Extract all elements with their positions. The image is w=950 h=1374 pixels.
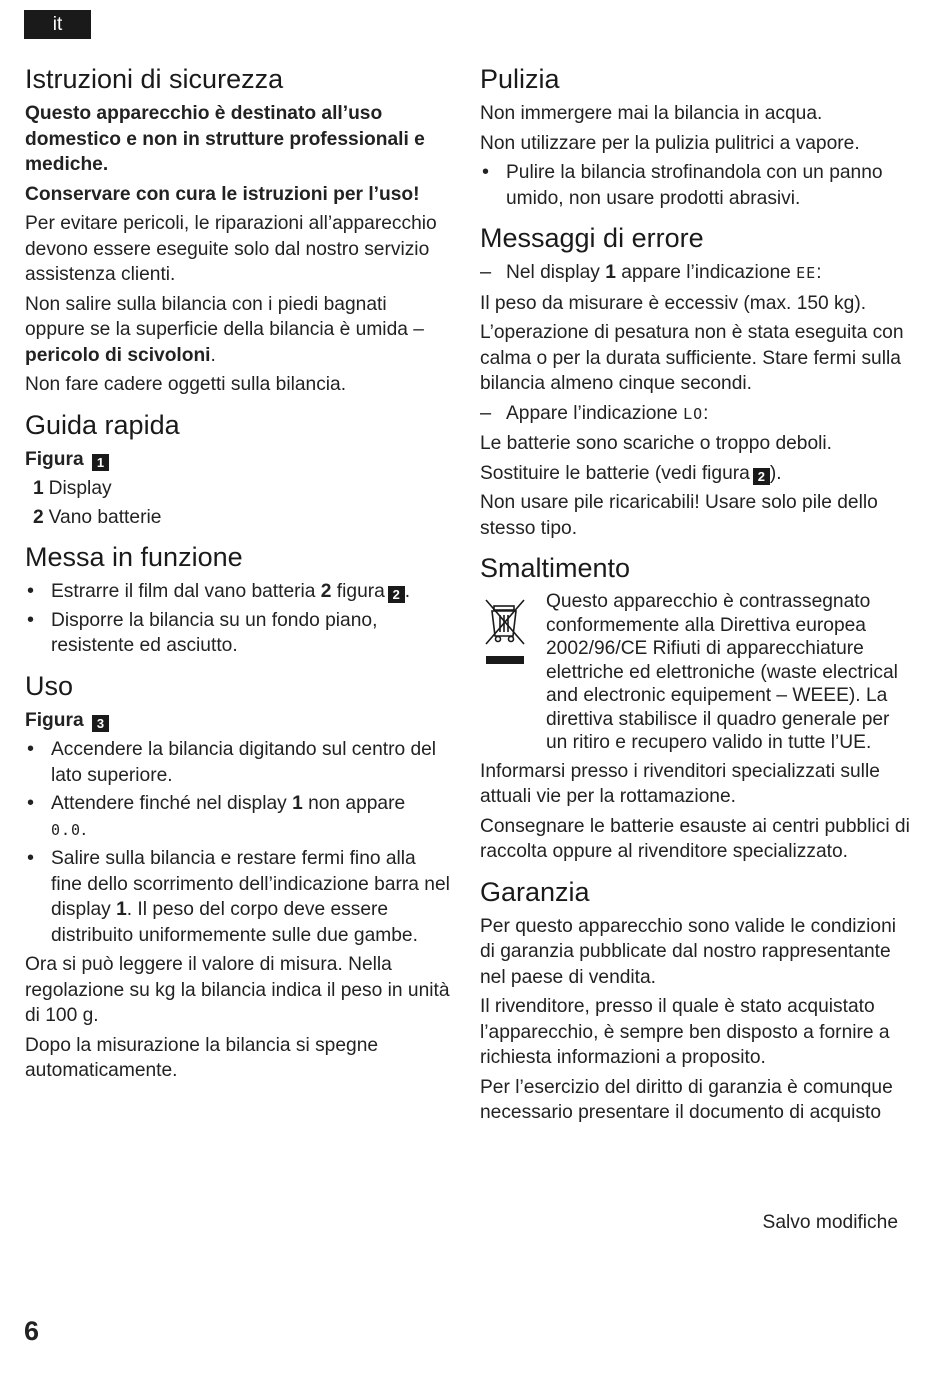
section-smaltimento	[480, 553, 912, 865]
errori-d2-text: Appare l’indicazione	[506, 402, 684, 424]
figure-number-badge: 3	[92, 715, 109, 732]
errori-d2-end: :	[703, 402, 709, 424]
footer-note: Salvo modifiche	[762, 1212, 898, 1233]
sicurezza-para-2	[25, 292, 450, 369]
garanzia-para-2: Il rivenditore, presso il quale è stato acquistato l’apparecchio, è sempre ben disposto a fornire a richiesta informazioni a proposito.	[480, 996, 890, 1069]
section-sicurezza	[25, 64, 450, 398]
list-item	[480, 260, 912, 287]
errori-d1-text2: appare l’indicazione	[615, 262, 797, 284]
heading-pulizia: Pulizia	[480, 64, 560, 94]
list-item: • Pulire la bilancia strofinandola con un panno umido, non usare prodotti abrasivi.	[480, 160, 912, 211]
language-tab: it	[24, 10, 91, 39]
uso-b3-text: Salire sulla bilancia e restare fermi fino alla fine dello scorrimento dell’indicazione barra nel display	[51, 848, 450, 921]
sicurezza-para-2-text: Non salire sulla bilancia con i piedi bagnati oppure se la superficie della bilancia è umida –	[25, 293, 424, 341]
errori-para-1: Il peso da misurare è eccessiv (max. 150 kg).	[480, 292, 867, 314]
item-number: 2	[33, 506, 44, 528]
guida-figure-label: Figura	[25, 448, 84, 470]
errori-d1-num: 1	[605, 262, 616, 284]
sicurezza-para-2-warning: pericolo di scivoloni	[25, 344, 211, 366]
list-item: • Accendere la bilancia digitando sul centro del lato superiore.	[25, 737, 450, 788]
weee-block	[480, 590, 912, 755]
heading-sicurezza: Istruzioni di sicurezza	[25, 64, 284, 94]
lcd-reading: 0.0	[51, 820, 82, 839]
uso-b2-text2: non appare	[302, 793, 406, 815]
uso-b2-num: 1	[292, 793, 303, 815]
item-number: 1	[33, 478, 44, 500]
section-messa	[25, 542, 450, 659]
figure-number-badge: 2	[753, 468, 770, 485]
pulizia-para-1: Non immergere mai la bilancia in acqua.	[480, 103, 823, 125]
pulizia-list	[480, 160, 912, 211]
heading-uso: Uso	[25, 670, 74, 701]
uso-figure-ref	[25, 708, 450, 734]
messa-b1-fig-text: figura	[331, 581, 385, 603]
errori-para-2: L’operazione di pesatura non è stata eseguita con calma o per la durata sufficiente. Stare fermi sulla bilancia almeno cinque secondi.	[480, 322, 904, 395]
guida-list	[25, 476, 450, 530]
sicurezza-para-3: Non fare cadere oggetti sulla bilancia.	[25, 374, 347, 396]
list-item	[480, 401, 912, 428]
errori-dash-2	[480, 401, 912, 428]
uso-para-1: Ora si può leggere il valore di misura. Nella regolazione su kg la bilancia indica il peso in unità di 100 g.	[25, 954, 450, 1027]
left-column	[25, 64, 450, 1096]
errori-para-4	[480, 461, 912, 487]
uso-b3-end: . Il peso del corpo deve essere distribuito uniformemente sulle due gambe.	[51, 899, 418, 946]
errori-d1-end: :	[816, 262, 822, 284]
list-item	[25, 846, 450, 948]
errori-dash-1	[480, 260, 912, 287]
lcd-reading: LO	[683, 404, 704, 423]
uso-b2-text: Attendere finché nel display	[51, 793, 293, 815]
messa-list	[25, 579, 450, 659]
guida-figure-ref	[25, 447, 450, 473]
list-item	[25, 505, 450, 531]
errori-p4-text: Sostituire le batterie (vedi figura	[480, 462, 750, 484]
garanzia-para-1: Per questo apparecchio sono valide le condizioni di garanzia pubblicate dal nostro rappresentante nel paese di vendita.	[480, 915, 896, 988]
list-item	[25, 476, 450, 502]
section-guida	[25, 410, 450, 531]
messa-b1-end: .	[404, 581, 411, 603]
item-text: Display	[48, 478, 112, 500]
uso-figure-label: Figura	[25, 709, 84, 731]
figure-number-badge: 1	[92, 454, 109, 471]
uso-para-2: Dopo la misurazione la bilancia si spegne automaticamente.	[25, 1034, 379, 1082]
messa-b1-text: Estrarre il film dal vano batteria	[51, 581, 321, 603]
heading-errori: Messaggi di errore	[480, 223, 704, 254]
heading-guida: Guida rapida	[25, 409, 180, 440]
right-column	[480, 64, 912, 1138]
messa-b1-num: 2	[320, 581, 332, 603]
list-item: • Disporre la bilancia su un fondo piano, resistente ed asciutto.	[25, 608, 450, 659]
sicurezza-para-2-end: .	[210, 344, 216, 366]
section-errori	[480, 223, 912, 541]
item-text: Vano batterie	[48, 506, 162, 528]
errori-p4-end: ).	[769, 462, 782, 484]
heading-smaltimento: Smaltimento	[480, 553, 631, 584]
list-item	[25, 791, 450, 843]
sicurezza-para-1: Per evitare pericoli, le riparazioni all’apparecchio devono essere eseguite solo dal nostro servizio assistenza clienti.	[25, 213, 437, 286]
errori-para-3: Le batterie sono scariche o troppo deboli.	[480, 433, 832, 455]
heading-messa: Messa in funzione	[25, 542, 243, 573]
errori-d1-text: Nel display	[506, 262, 606, 284]
list-item	[25, 579, 450, 605]
uso-b3-num: 1	[116, 899, 127, 921]
uso-list	[25, 737, 450, 948]
section-uso	[25, 671, 450, 1084]
sicurezza-bold-1: Questo apparecchio è destinato all’uso domestico e non in strutture professionali e mediche.	[25, 103, 425, 176]
smaltimento-para-2: Consegnare le batterie esauste ai centri pubblici di raccolta oppure al rivenditore specializzato.	[480, 815, 910, 863]
pulizia-para-2: Non utilizzare per la pulizia pulitrici a vapore.	[480, 132, 860, 154]
smaltimento-para-1: Informarsi presso i rivenditori specializzati sulle attuali vie per la rottamazione.	[480, 760, 880, 808]
heading-garanzia: Garanzia	[480, 876, 590, 907]
weee-text: Questo apparecchio è contrassegnato conformemente alla Direttiva europea 2002/96/CE Rifiuti di apparecchiature elettriche ed elettroniche (waste electrical and electronic equipement – WEEE). La direttiva stabilisce il quadro generale per un ritiro e recupero valido in tutte l’UE.	[546, 591, 898, 754]
lcd-reading: EE	[796, 264, 817, 283]
figure-number-badge: 2	[388, 586, 405, 603]
garanzia-para-3: Per l’esercizio del diritto di garanzia è comunque necessario presentare il documento di acquisto	[480, 1076, 893, 1124]
page-number: 6	[24, 1316, 40, 1346]
errori-para-5: Non usare pile ricaricabili! Usare solo pile dello stesso tipo.	[480, 492, 878, 539]
sicurezza-bold-2: Conservare con cura le istruzioni per l’uso!	[25, 183, 420, 205]
weee-crossed-bin-icon	[482, 596, 528, 668]
section-garanzia	[480, 877, 912, 1126]
uso-b2-end: .	[81, 818, 87, 840]
section-pulizia	[480, 64, 912, 211]
